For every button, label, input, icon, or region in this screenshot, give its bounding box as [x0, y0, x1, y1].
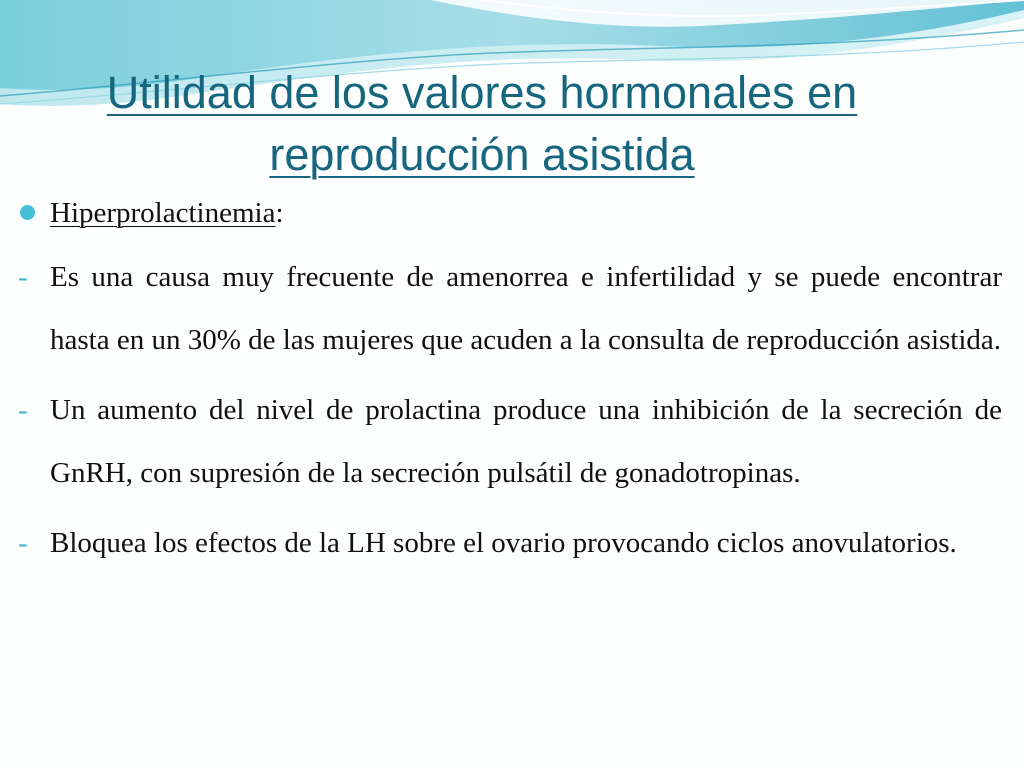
bullet-dot-icon	[20, 205, 35, 220]
title-line-1: Utilidad de los valores hormonales en	[106, 67, 858, 118]
section-heading	[18, 188, 1002, 238]
list-item-1	[18, 246, 1002, 372]
section-heading-text: Hiperprolactinemia	[50, 197, 276, 229]
dash-bullet-icon: -	[18, 527, 28, 559]
section-heading-colon: :	[275, 197, 284, 229]
list-item-text: Un aumento del nivel de prolactina produce una inhibición de la secreción de GnRH, con supresión de la secreción pulsátil de gonadotropinas.	[50, 394, 1002, 489]
list-item-text: Bloquea los efectos de la LH sobre el ovario provocando ciclos anovulatorios.	[50, 527, 957, 559]
slide-title	[0, 62, 964, 186]
title-line-2: reproducción asistida	[269, 129, 695, 180]
slide-content	[18, 188, 1002, 575]
list-item-3	[18, 512, 1002, 575]
dash-bullet-icon: -	[18, 261, 28, 293]
list-item-text: Es una causa muy frecuente de amenorrea e infertilidad y se puede encontrar hasta en un 30% de las mujeres que acuden a la consulta de reproducción asistida.	[50, 261, 1002, 356]
dash-bullet-icon: -	[18, 394, 28, 426]
list-item-2	[18, 379, 1002, 505]
